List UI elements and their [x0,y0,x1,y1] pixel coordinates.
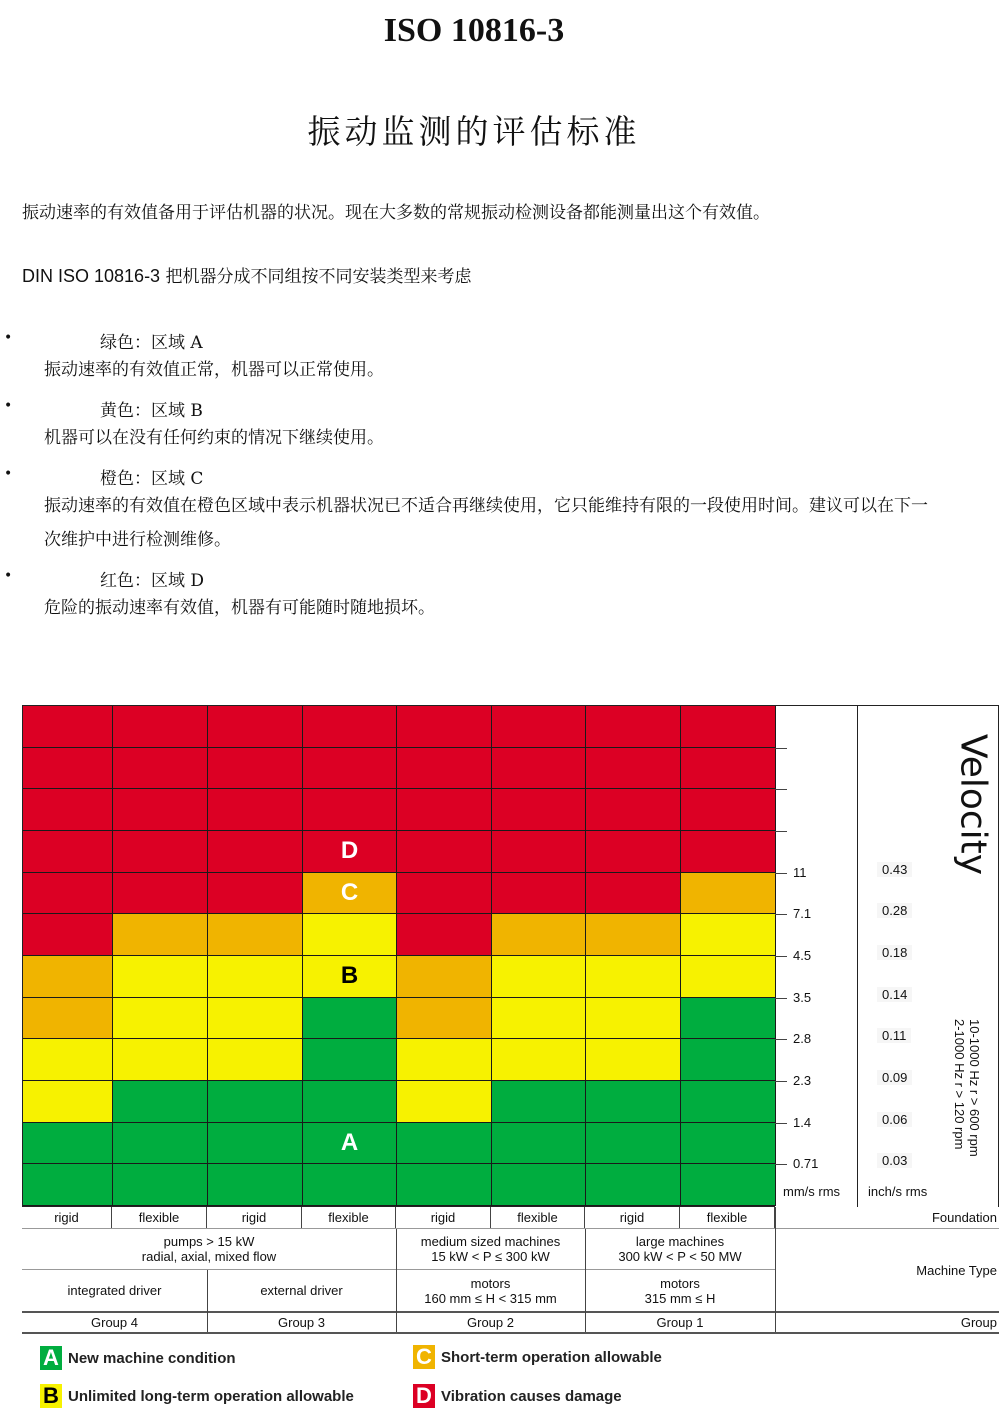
scale-tick [775,998,787,999]
zone-b-head: 黄色：区域 B [100,401,203,421]
velocity-title: Velocity [952,733,994,876]
zone-cell-c [113,914,208,956]
scale-tick [775,956,787,957]
legend-swatch: D [413,1384,435,1408]
foundation-rigid: rigid [22,1207,112,1228]
zone-cell-c [586,914,681,956]
legend-text: Vibration causes damage [441,1387,622,1405]
zone-cell-d [492,748,586,790]
zone-cell-b [208,1039,303,1081]
page-subtitle: 振动监测的评估标准 [307,112,641,151]
zone-cell-b [397,1081,492,1123]
zone-cell-d [586,706,681,748]
bullet-icon: • [4,398,13,414]
zone-label: C [340,878,359,906]
bullet-icon: • [4,466,13,482]
zone-cell-d [208,706,303,748]
zone-cell-d [113,748,208,790]
zone-cell-b [23,1081,113,1123]
zone-cell-d [681,748,776,790]
zone-cell-c [397,998,492,1040]
legend-text: Short-term operation allowable [441,1348,662,1366]
zone-cell-d [208,748,303,790]
zone-cell-d [492,706,586,748]
zone-cell-d [303,789,397,831]
zone-cell-b [681,914,776,956]
zone-cell-d [397,914,492,956]
zone-cell-b [681,956,776,998]
inch-tick-label: 0.11 [877,1028,911,1043]
zone-cell-a [492,1164,586,1206]
zone-cell-c [492,914,586,956]
zone-cell-a [303,998,397,1040]
scale-tick [775,873,787,874]
group-2: Group 2 [467,1315,514,1330]
zone-cell-b [23,1039,113,1081]
machine-type-label: Machine Type [916,1262,997,1278]
zone-cell-a [303,1039,397,1081]
zone-cell-b [492,998,586,1040]
foundation-flexible: flexible [302,1207,396,1228]
zone-cell-c [23,956,113,998]
zone-cell-a [492,1123,586,1165]
zone-cell-b [397,1039,492,1081]
din-prefix: DIN ISO 10816-3 [22,266,161,286]
zone-cell-a [303,1081,397,1123]
zone-c-head: 橙色：区域 C [100,469,204,489]
zone-cell-b [208,956,303,998]
zone-cell-c [303,873,397,915]
zone-cell-d [681,706,776,748]
zone-cell-d [303,748,397,790]
zone-cell-b [208,998,303,1040]
zone-a-desc: 振动速率的有效值正常，机器可以正常使用。 [44,360,384,380]
zone-cell-a [303,1123,397,1165]
legend-item-b [40,1384,354,1408]
zone-cell-b [586,1039,681,1081]
scale-divider [857,706,858,1207]
scale-tick [775,1123,787,1124]
foundation-flexible: flexible [112,1207,207,1228]
zone-cell-d [23,873,113,915]
zone-cell-d [23,914,113,956]
inch-tick-label: 0.09 [877,1070,912,1085]
zone-cell-a [23,1164,113,1206]
zone-cell-c [23,998,113,1040]
zone-cell-a [681,1123,776,1165]
zone-cell-d [113,873,208,915]
zone-cell-d [23,789,113,831]
legend-text: New machine condition [68,1349,236,1367]
mm-tick-label: 1.4 [793,1114,812,1130]
legend-swatch: A [40,1346,62,1370]
motors-medium: motors 160 mm ≤ H < 315 mm [424,1275,557,1306]
inch-unit: inch/s rms [868,1184,928,1199]
large-machines-type: large machines 300 kW < P < 50 MW [618,1234,742,1264]
zone-cell-a [208,1081,303,1123]
zone-cell-d [303,706,397,748]
zone-cell-c [208,914,303,956]
zone-cell-b [492,956,586,998]
foundation-label: Foundation [931,1210,997,1225]
velocity-scale [775,705,999,1207]
mm-tick-label: 11 [793,864,807,880]
foundation-rigid: rigid [585,1207,680,1228]
zone-cell-d [492,873,586,915]
scale-tick [775,914,787,915]
zone-cell-c [681,873,776,915]
zone-cell-c [397,956,492,998]
zone-cell-a [113,1081,208,1123]
zone-cell-a [397,1164,492,1206]
inch-tick-label: 0.18 [877,945,912,960]
inch-tick-label: 0.14 [877,987,912,1002]
zone-cell-d [303,831,397,873]
zone-label: B [340,962,359,990]
zone-cell-b [303,914,397,956]
zone-cell-a [492,1081,586,1123]
scale-tick [775,831,787,832]
scale-tick [775,1039,787,1040]
intro-text: 振动速率的有效值备用于评估机器的状况。现在大多数的常规振动检测设备都能测量出这个有效值。 [22,203,770,223]
zone-cell-a [681,998,776,1040]
zone-cell-a [208,1164,303,1206]
din-text [22,262,471,287]
frequency-range [952,1019,982,1189]
inch-tick-label: 0.06 [877,1112,912,1127]
zone-b-desc: 机器可以在没有任何约束的情况下继续使用。 [44,428,384,448]
group-3: Group 3 [278,1315,325,1330]
pumps-type: pumps > 15 kW radial, axial, mixed flow [141,1234,277,1264]
zone-cell-d [113,789,208,831]
legend-text: Unlimited long-term operation allowable [68,1387,354,1405]
foundation-rigid: rigid [207,1207,302,1228]
zone-cell-d [586,748,681,790]
zone-cell-b [303,956,397,998]
zone-label: A [340,1128,359,1156]
zone-cell-d [208,831,303,873]
zone-cell-a [397,1123,492,1165]
zone-cell-d [397,789,492,831]
external-driver: external driver [260,1283,343,1298]
medium-machines-type: medium sized machines 15 kW < P ≤ 300 kW [420,1234,561,1264]
mm-tick-label: 0.71 [793,1156,819,1172]
mm-tick-label: 2.3 [793,1073,812,1088]
zone-cell-b [113,998,208,1040]
mm-tick-label: 7.1 [793,906,812,922]
zone-cell-d [397,748,492,790]
din-body: 把机器分成不同组按不同安装类型来考虑 [160,267,472,287]
page-title: ISO 10816-3 [383,12,565,49]
bullet-icon: • [4,330,13,346]
zone-cell-d [681,789,776,831]
legend-item-d [413,1384,622,1408]
zone-label: D [340,837,359,865]
mm-tick-label: 4.5 [793,948,812,963]
freq-line: 10-1000 Hz r > 600 rpm [967,1019,982,1157]
zone-cell-a [681,1081,776,1123]
legend-item-a [40,1346,236,1370]
zone-cell-a [681,1039,776,1081]
mm-tick-label: 3.5 [793,989,812,1005]
group-label: Group [960,1315,997,1330]
scale-tick [775,1164,787,1165]
zone-cell-d [208,873,303,915]
machine-classification-table [22,1207,999,1334]
zone-cell-a [586,1081,681,1123]
scale-tick [775,789,787,790]
zone-cell-a [113,1164,208,1206]
foundation-flexible: flexible [680,1207,775,1228]
inch-tick-label: 0.03 [877,1153,912,1168]
zone-cell-a [23,1123,113,1165]
zone-cell-d [586,873,681,915]
zone-cell-d [492,789,586,831]
zone-cell-a [586,1164,681,1206]
zone-cell-d [397,873,492,915]
zone-d-head: 红色：区域 D [100,571,205,591]
zone-cell-d [23,831,113,873]
group-1: Group 1 [656,1315,704,1330]
inch-tick-label: 0.43 [877,862,912,877]
motors-large: motors 315 mm ≤ H [644,1275,716,1306]
zone-cell-a [681,1164,776,1206]
integrated-driver: integrated driver [67,1283,162,1298]
zone-a-head: 绿色：区域 A [100,333,203,353]
foundation-rigid: rigid [396,1207,491,1228]
zone-cell-d [586,789,681,831]
zone-cell-b [113,956,208,998]
zone-cell-d [113,706,208,748]
zone-cell-a [208,1123,303,1165]
bullet-icon: • [4,568,13,584]
mm-unit: mm/s rms [783,1184,841,1199]
zone-cell-d [397,831,492,873]
zone-c-desc: 振动速率的有效值在橙色区域中表示机器状况已不适合再继续使用，它只能维持有限的一段使用时间。建议可以在下一次维护中进行检测维修。 [44,496,928,550]
mm-tick-label: 2.8 [793,1031,812,1047]
zone-cell-a [113,1123,208,1165]
zone-cell-d [681,831,776,873]
severity-grid [22,705,775,1207]
zone-cell-a [586,1123,681,1165]
zone-cell-d [113,831,208,873]
legend-swatch: C [413,1345,435,1369]
group-4: Group 4 [91,1315,138,1330]
zone-cell-b [113,1039,208,1081]
zone-cell-b [586,956,681,998]
legend-swatch: B [40,1384,62,1408]
zone-cell-d [23,748,113,790]
scale-tick [775,1081,787,1082]
zone-d-desc: 危险的振动速率有效值，机器有可能随时随地损坏。 [44,598,435,618]
inch-tick-label: 0.28 [877,903,912,918]
zone-cell-d [23,706,113,748]
zone-cell-d [208,789,303,831]
foundation-flexible: flexible [491,1207,585,1228]
legend-item-c [413,1345,662,1369]
freq-line: 2-1000 Hz r > 120 rpm [952,1019,967,1150]
zone-cell-a [303,1164,397,1206]
scale-tick [775,748,787,749]
zone-cell-d [492,831,586,873]
zone-cell-b [492,1039,586,1081]
zone-cell-b [586,998,681,1040]
zone-cell-d [586,831,681,873]
zone-cell-d [397,706,492,748]
